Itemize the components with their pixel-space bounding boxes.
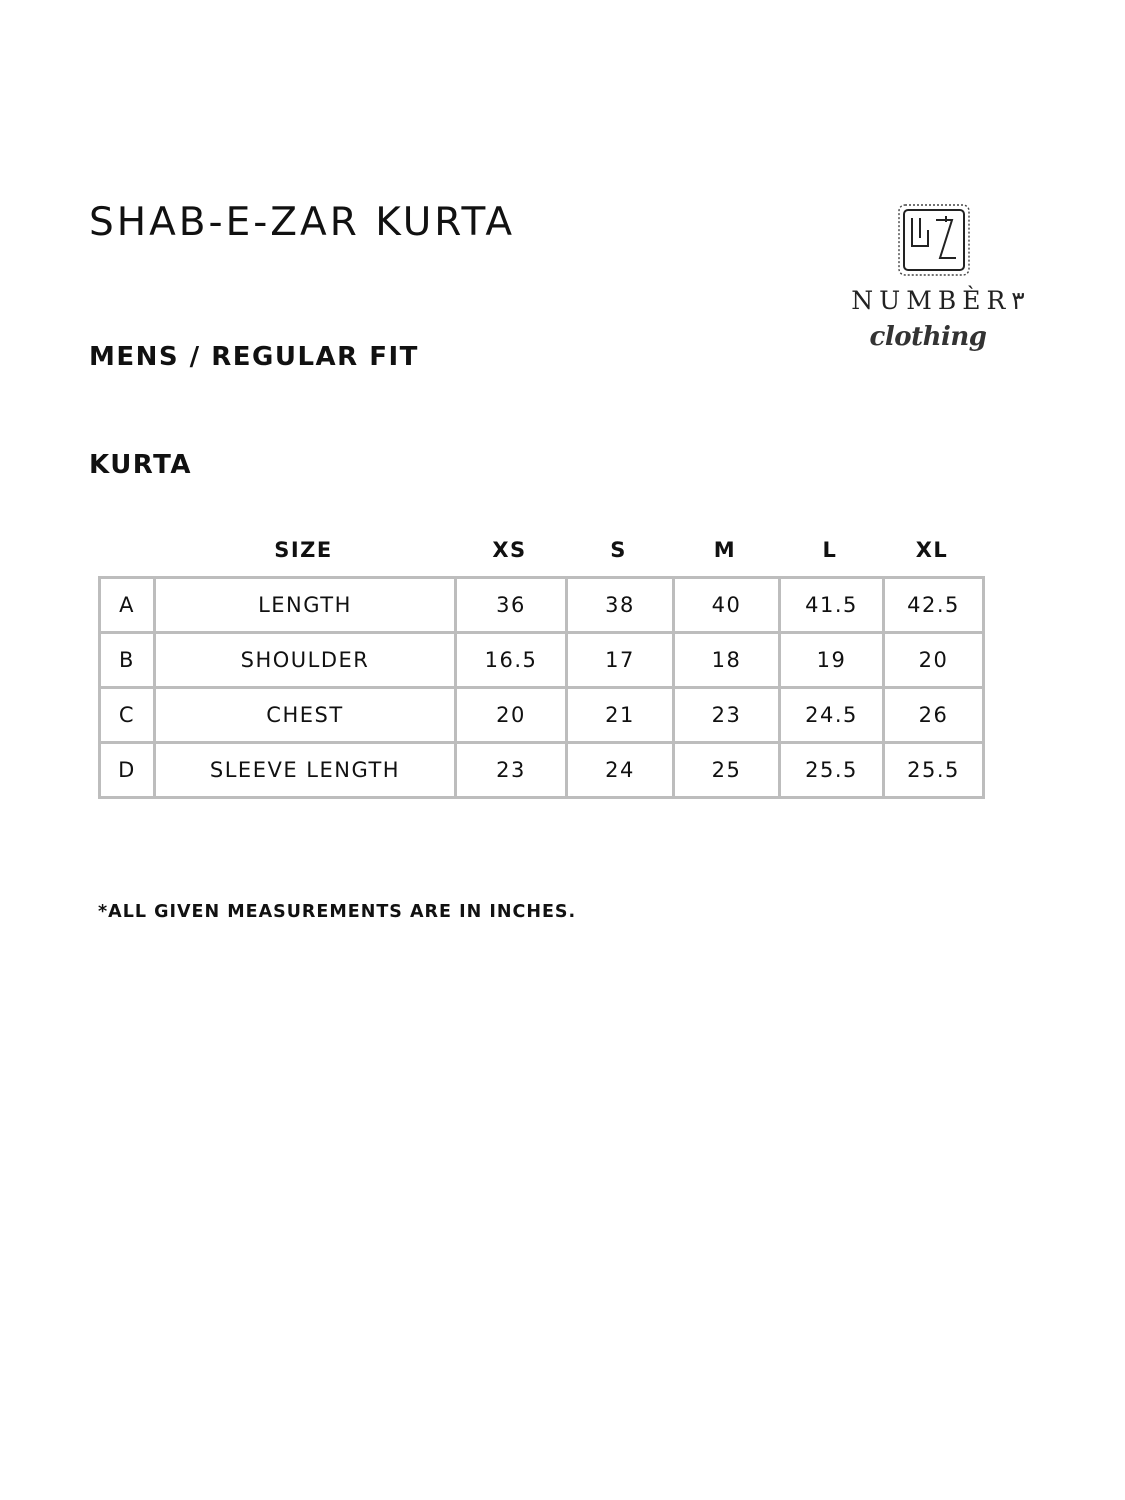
measurement-label: CHEST xyxy=(155,688,456,743)
page-title: SHAB-E-ZAR KURTA xyxy=(89,200,516,245)
row-code: C xyxy=(100,688,155,743)
size-l-header: L xyxy=(822,538,838,562)
measurement-footnote: *ALL GIVEN MEASUREMENTS ARE IN INCHES. xyxy=(98,902,577,922)
size-xl-header: XL xyxy=(915,538,949,562)
size-m-header: M xyxy=(713,538,737,562)
measurement-value: 38 xyxy=(567,578,674,633)
measurement-value: 25.5 xyxy=(884,743,984,798)
table-row xyxy=(100,688,984,743)
measurement-label: LENGTH xyxy=(155,578,456,633)
table-row xyxy=(100,743,984,798)
measurement-value: 23 xyxy=(674,688,780,743)
measurement-value: 26 xyxy=(884,688,984,743)
size-header-row xyxy=(98,533,982,567)
measurement-value: 42.5 xyxy=(884,578,984,633)
measurement-value: 16.5 xyxy=(456,633,567,688)
measurement-value: 20 xyxy=(884,633,984,688)
measurement-value: 20 xyxy=(456,688,567,743)
measurement-value: 19 xyxy=(780,633,884,688)
section-title: KURTA xyxy=(89,450,192,480)
row-code: A xyxy=(100,578,155,633)
measurement-value: 25.5 xyxy=(780,743,884,798)
fit-subtitle: MENS / REGULAR FIT xyxy=(89,342,419,372)
measurement-value: 41.5 xyxy=(780,578,884,633)
size-xs-header: XS xyxy=(492,538,527,562)
measurement-value: 36 xyxy=(456,578,567,633)
measurement-value: 24 xyxy=(567,743,674,798)
measurement-value: 17 xyxy=(567,633,674,688)
measurement-value: 24.5 xyxy=(780,688,884,743)
size-chart-table xyxy=(98,576,985,799)
brand-subtitle: clothing xyxy=(869,322,987,352)
brand-name: NUMBÈR٣ xyxy=(851,286,1025,315)
brand-monogram-icon xyxy=(896,202,972,278)
measurement-value: 18 xyxy=(674,633,780,688)
size-column-header: SIZE xyxy=(274,538,333,562)
table-row xyxy=(100,633,984,688)
row-code: B xyxy=(100,633,155,688)
row-code: D xyxy=(100,743,155,798)
table-row xyxy=(100,578,984,633)
measurement-value: 21 xyxy=(567,688,674,743)
measurement-value: 40 xyxy=(674,578,780,633)
size-s-header: S xyxy=(610,538,627,562)
measurement-label: SLEEVE LENGTH xyxy=(155,743,456,798)
measurement-value: 25 xyxy=(674,743,780,798)
measurement-value: 23 xyxy=(456,743,567,798)
brand-logo xyxy=(828,200,1048,360)
measurement-label: SHOULDER xyxy=(155,633,456,688)
